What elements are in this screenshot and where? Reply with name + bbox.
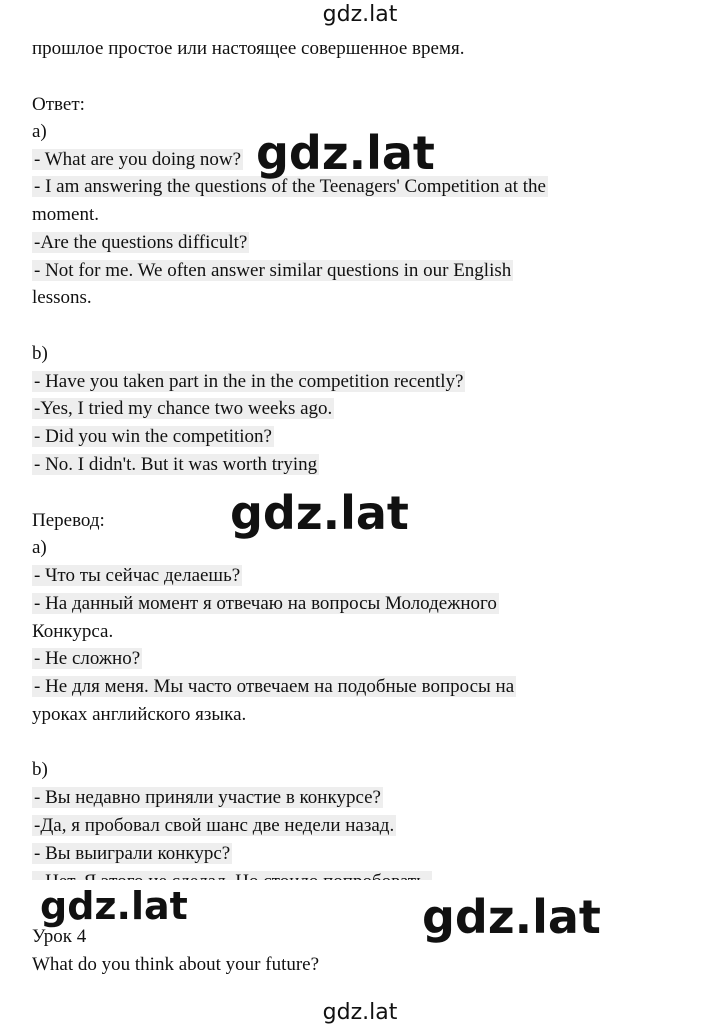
- watermark: gdz.lat: [40, 884, 188, 928]
- translation-a-line-1: - Что ты сейчас делаешь?: [34, 565, 241, 586]
- translation-b-line-1: - Вы недавно приняли участие в конкурсе?: [34, 787, 381, 808]
- translation-a-line-4: - Не сложно?: [34, 648, 141, 669]
- answer-a-line-2: - I am answering the questions of the Teenagers' Competition at the: [34, 176, 546, 197]
- answer-a-line-6: lessons.: [32, 287, 92, 308]
- translation-a-line-3: Конкурса.: [32, 621, 114, 642]
- translation-a-line-5: - Не для меня. Мы часто отвечаем на подобные вопросы на: [34, 676, 515, 697]
- translation-a-label: a): [32, 537, 47, 558]
- answer-b-line-2: -Yes, I tried my chance two weeks ago.: [34, 398, 333, 419]
- watermark: gdz.lat: [256, 126, 435, 180]
- site-header: gdz.lat: [322, 2, 398, 27]
- part-b-label: b): [32, 343, 48, 364]
- part-a-label: a): [32, 121, 47, 142]
- translation-label: Перевод:: [32, 510, 105, 531]
- translation-a-line-2: - На данный момент я отвечаю на вопросы Молодежного: [34, 593, 497, 614]
- answer-b-line-1: - Have you taken part in the in the competition recently?: [34, 371, 464, 392]
- intro-text: прошлое простое или настоящее совершенное время.: [32, 38, 465, 59]
- translation-b-line-2: -Да, я пробовал свой шанс две недели назад.: [34, 815, 395, 836]
- answer-label: Ответ:: [32, 94, 85, 115]
- translation-b-label: b): [32, 759, 48, 780]
- watermark: gdz.lat: [230, 486, 409, 540]
- answer-a-line-3: moment.: [32, 204, 100, 225]
- translation-a-line-6: уроках английского языка.: [32, 704, 247, 725]
- answer-b-line-4: - No. I didn't. But it was worth trying: [34, 454, 318, 475]
- translation-b-line-3: - Вы выиграли конкурс?: [34, 843, 231, 864]
- site-footer: gdz.lat: [322, 1000, 398, 1025]
- answer-a-line-1: - What are you doing now?: [34, 149, 242, 170]
- lesson-question: What do you think about your future?: [32, 954, 320, 975]
- answer-a-line-5: - Not for me. We often answer similar questions in our English: [34, 260, 512, 281]
- watermark: gdz.lat: [422, 890, 601, 944]
- answer-b-line-3: - Did you win the competition?: [34, 426, 272, 447]
- lesson-heading: Урок 4: [32, 926, 87, 947]
- answer-a-line-4: -Are the questions difficult?: [34, 232, 248, 253]
